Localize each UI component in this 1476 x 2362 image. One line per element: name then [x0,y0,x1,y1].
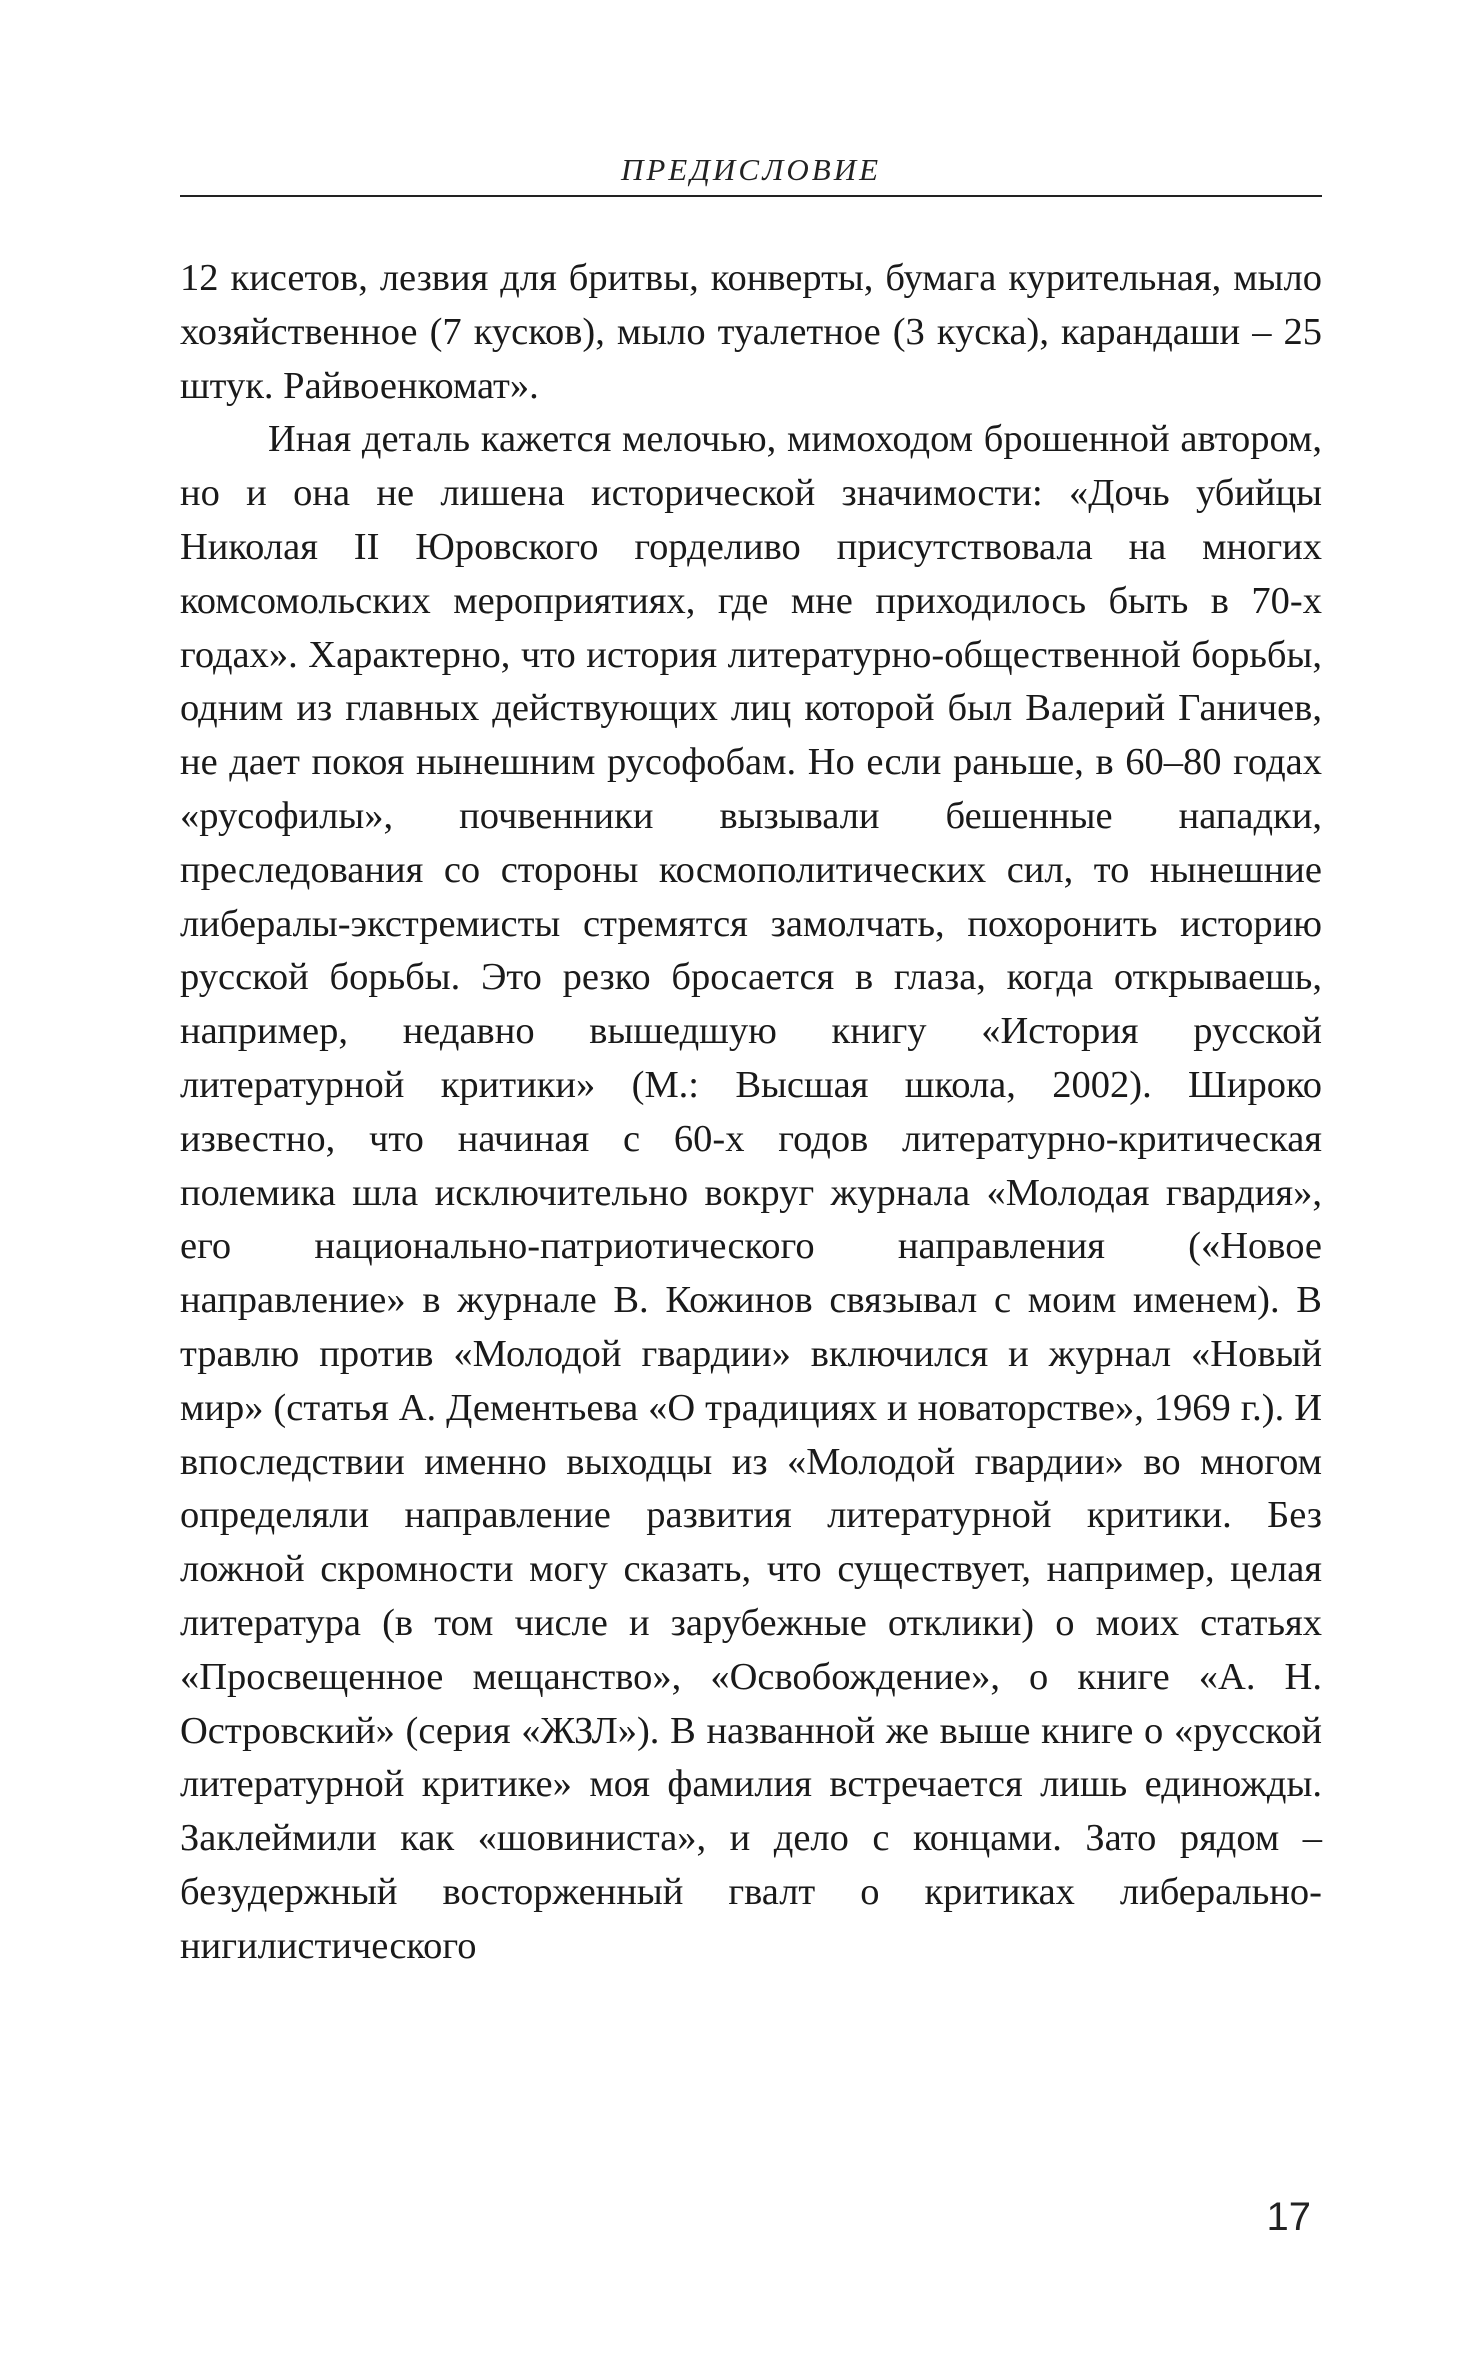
page-number: 17 [1266,2195,1311,2239]
paragraph: Иная деталь кажется мелочью, мимоходом брошенной автором, но и она не лишена исторической значимости: «Дочь убийцы Николая II Юровского горделиво присутствовала на многих комсомольских мероприятиях, где мне приходилось быть в 70-х годах». Характерно, что история литературно-общественной борьбы, одним из главных действующих лиц которой был Валерий Ганичев, не дает покоя нынешним русофобам. Но если раньше, в 60–80 годах «русофилы», почвенники вызывали бешенные нападки, преследования со стороны космополитических сил, то нынешние либералы-экстремисты стремятся замолчать, похоронить историю русской борьбы. Это резко бросается в глаза, когда открываешь, например, недавно вышедшую книгу «История русской литературной критики» (М.: Высшая школа, 2002). Широко известно, что начиная с 60-х годов литературно-критическая полемика шла исключительно вокруг журнала «Молодая гвардия», его национально-патриотического направления («Новое направление» в журнале В. Кожинов связывал с моим именем). В травлю против «Молодой гвардии» включился и журнал «Новый мир» (статья А. Дементьева «О традициях и новаторстве», 1969 г.). И впоследствии именно выходцы из «Молодой гвардии» во многом определяли направление развития литературной критики. Без ложной скромности могу сказать, что существует, например, целая литература (в том числе и зарубежные отклики) о моих статьях «Просвещенное мещанство», «Освобождение», о книге «А. Н. Островский» (серия «ЖЗЛ»). В названной же выше книге о «русской литературной критике» моя фамилия встречается лишь единожды. Заклеймили как «шовиниста», и дело с концами. Зато рядом – безудержный восторженный гвалт о критиках либерально-нигилистического [180,418,1322,1967]
paragraph-continuation: 12 кисетов, лезвия для бритвы, конверты, бумага курительная, мыло хозяйственное (7 кусков), мыло туалетное (3 куска), карандаши – 25 штук. Райвоенкомат». [180,257,1322,407]
header-rule [180,195,1322,197]
running-head-title: ПРЕДИСЛОВИЕ [620,152,882,187]
body-text [180,252,1322,1974]
